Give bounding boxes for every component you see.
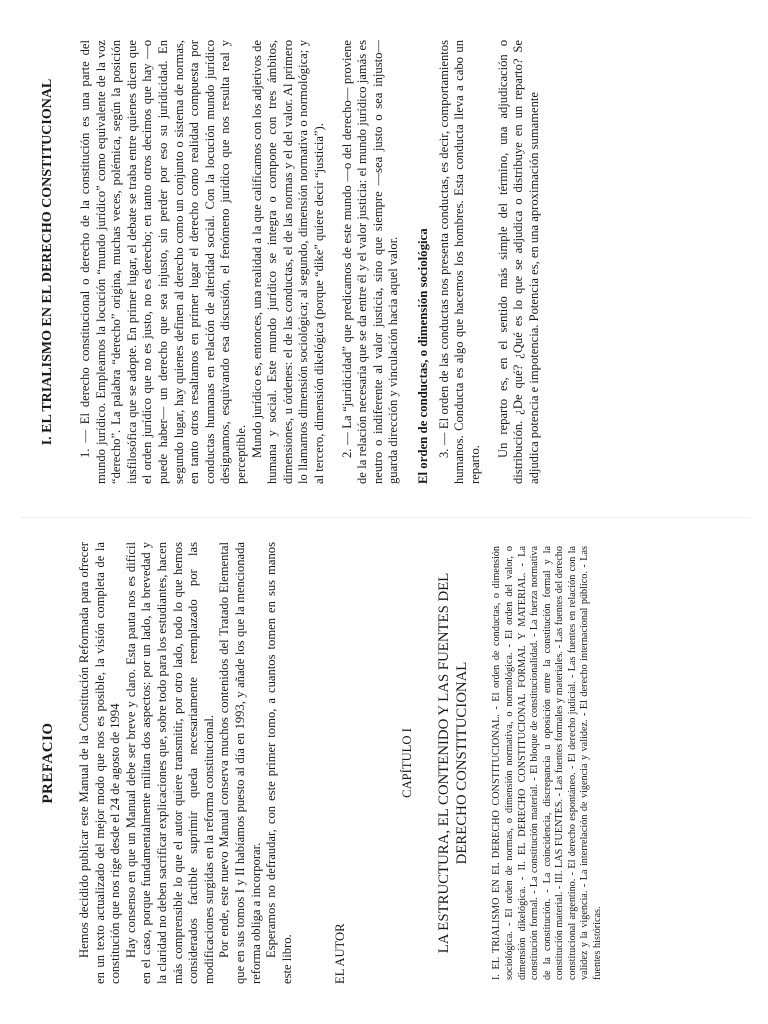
preface-paragraph-1: Hemos decidido publicar este Manual de la Constitución Reformada para ofrecer en un texto actualizado del mejor modo que nos es posible, la visión completa de la constitución que nos rige desde el 24 de agosto de 1994 [77,542,123,984]
section-title: I. EL TRIALISMO EN EL DERECHO CONSTITUCIONAL [40,78,55,446]
chapter-title: LA ESTRUCTURA, EL CONTENIDO Y LAS FUENTES DEL DERECHO CONSTITUCIONAL [436,572,471,954]
preface-paragraph-3: Por ende, este nuevo Manual conserva muchos contenidos del Tratado Elemental que en sus tomos I y II habíamos puesto al día en 1993, y añade los que la mencionada reforma obliga a incorporar. [217,542,263,984]
page-gutter [20,517,750,518]
chapter-label: CAPÍTULO I [400,728,415,798]
left-page [0,512,768,1024]
preface-paragraph-2: Hay consenso en que un Manual debe ser breve y claro. Esta pauta nos es difícil en el caso, porque fundamentalmente militan dos aspectos: por un lado, la brevedad y la claridad no deben sacrificar explicaciones que, sobre todo para los estudiantes, hacen más comprensible lo que el autor quiere transmitir, por otro lado, todo lo que hemos considerados factible suprimir queda necesariamente reemplazado por las modificaciones surgidas en la reforma constitucional. [123,542,216,984]
body-paragraph-4: 3. — El orden de las conductas nos presenta conductas, es decir, comportamientos humanos. Conducta es algo que hacemos los hombres. Esta conducta lleva a cabo un reparto. [436,40,483,484]
preface-paragraph-4: Esperamos no defraudar, con este primer tomo, a cuantos tomen en sus manos este libro. [264,542,294,984]
subsection-heading: El orden de conductas, o dimensión sociológica [415,228,430,484]
chapter-summary: I. EL TRIALISMO EN EL DERECHO CONSTITUCIONAL. - El orden de conductas, o dimensión sociológica. - El orden de normas, o dimensión normativa, o normológica. - El orden del valor, o dimensión dikelógica. - II. EL DERECHO CONSTITUCIONAL FORMAL Y MATERIAL. - La constitución formal. - La constitución material. - El bloque de constitucionalidad. - La fuerza normativa de la constitución. - La coincidencia, discrepancia u oposición entre la constitución formal y la constitución material. - III. LAS FUENTES. - Las fuentes formales y materiales. - Las fuentes del derecho constitucional argentino. - El derecho espontáneo. - El derecho judicial. - Las fuentes en relación con la validez y la vigencia. - La interrelación de vigencia y validez. - El derecho internacional público. - Las fuentes históricas. [491,546,604,980]
body-paragraph-1: 1. — El derecho constitucional o derecho de la constitución es una parte del mundo jurídico. Empleamos la locución “mundo jurídico” como equivalente de la voz “derecho”. La palabra “derecho” origina, muchas veces, polémica, según la posición iusfilosófica que se adopte. En primer lugar, el debate se traba entre quienes dicen que el orden jurídico que no es justo, no es derecho; en tanto otros decimos que hay —o puede haber— un derecho que sea injusto, sin perder por eso su juridicidad. En segundo lugar, hay quienes definen al derecho como un conjunto o sistema de normas, en tanto otros resaltamos en primer lugar el derecho como realidad compuesta por conductas humanas en relación de alteridad social. Con la locución mundo jurídico designamos, esquivando esa discusión, el fenómeno jurídico que nos resulta real y perceptible. [78,40,248,484]
preface-title: PREFACIO [40,722,56,804]
preface-signature: EL AUTOR [333,923,348,984]
body-paragraph-2: Mundo jurídico es, entonces, una realidad a la que calificamos con los adjetivos de humana y social. Este mundo jurídico se integra o compone con tres ámbitos, dimensiones, u órdenes: el de las conductas, el de las normas y el del valor. Al primero lo llamamos dimensión sociológica; al segundo, dimensión normativa o normológica; y al tercero, dimensión dikelógica (porque “dike” quiere decir “justicia”). [249,40,326,484]
body-paragraph-5: Un reparto es, en el sentido más simple del término, una adjudicación o distribución. ¿De qué? ¿Qué es lo que se adjudica o distribuye en un reparto? Se adjudica potencia e impotencia. Potencia es, en una aproximación sumamente [495,40,541,484]
body-paragraph-3: 2. — La “juridicidad” que predicamos de este mundo —o del derecho— proviene de la relación necesaria que se da entre él y el valor justicia: el mundo jurídico jamás es neutro o indiferente al valor justicia, sino que siempre —sea justo o sea injusto— guarda dirección y vinculación hacia aquel valor. [339,40,401,484]
